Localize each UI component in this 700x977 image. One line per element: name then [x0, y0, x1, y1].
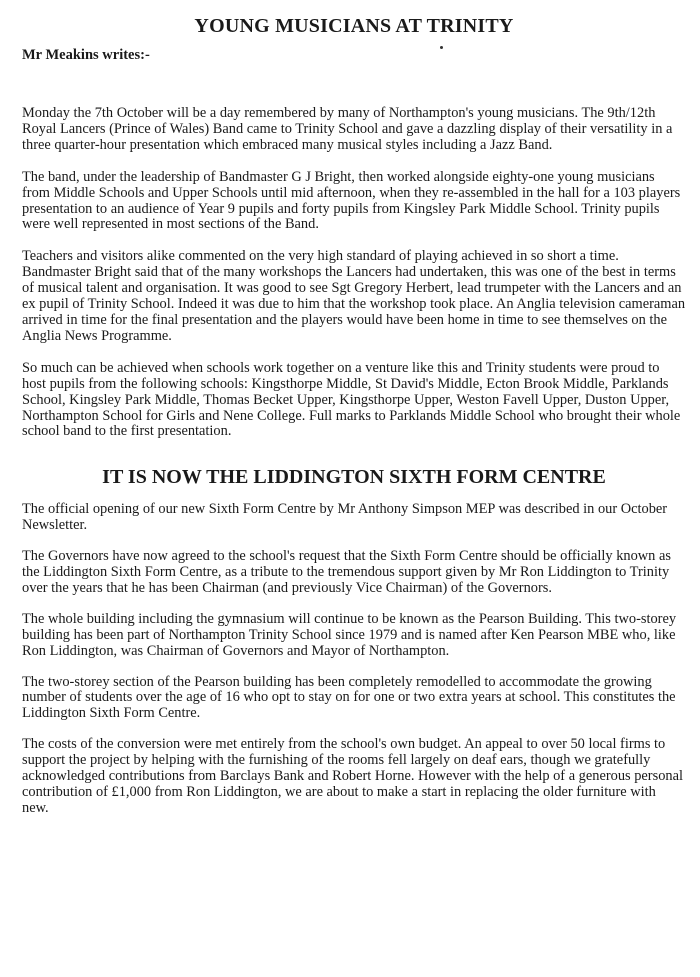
article-paragraph: The band, under the leadership of Bandmaster G J Bright, then worked alongside eighty-one young musicians from Middle Schools and Upper Schools until mid afternoon, when they re-assembled in the hall for a 103 players presentation to an audience of Year 9 pupils and forty pupils from Kingsley Park Middle School. Trinity pupils were well represented in most sections of the Band.: [22, 168, 681, 233]
article-paragraph: The official opening of our new Sixth Form Centre by Mr Anthony Simpson MEP was described in our October Newsletter.: [22, 501, 668, 534]
sixth-form-centre-article: [22, 465, 686, 817]
article-paragraph: The costs of the conversion were met entirely from the school's own budget. An appeal to over 50 local firms to support the project by helping with the furnishing of the rooms fell largely on deaf ears, though we gratefully acknowledged contributions from Barclays Bank and Robert Horne. However with the help of a generous personal contribution of £1,000 from Ron Liddington, we are about to make a start in replacing the older furniture with new.: [22, 736, 683, 816]
young-musicians-article: [22, 14, 686, 440]
scan-speck: [440, 46, 443, 49]
article-paragraph: Monday the 7th October will be a day remembered by many of Northampton's young musicians. The 9th/12th Royal Lancers (Prince of Wales) Band came to Trinity School and gave a dazzling display of their versatility in a three quarter-hour presentation which embraced many musical styles including a Jazz Band.: [22, 105, 673, 153]
article-paragraph: Teachers and visitors alike commented on the very high standard of playing achieved in so short a time. Bandmaster Bright said that of the many workshops the Lancers had undertaken, this was one of the best in terms of musical talent and organisation. It was good to see Sgt Gregory Herbert, lead trumpeter with the Lancers and an ex pupil of Trinity School. Indeed it was due to him that the workshop took place. An Anglia television cameraman arrived in time for the final presentation and the players would have been home in time to see themselves on the Anglia News Programme.: [22, 248, 686, 344]
article-title: IT IS NOW THE LIDDINGTON SIXTH FORM CENTRE: [102, 466, 606, 489]
article-paragraph: The whole building including the gymnasium will continue to be known as the Pearson Building. This two-storey building has been part of Northampton Trinity School since 1979 and is named after Ken Pearson MBE who, like Ron Liddington, was Chairman of Governors and Mayor of Northampton.: [22, 610, 677, 659]
article-paragraph: The Governors have now agreed to the school's request that the Sixth Form Centre should be officially known as the Liddington Sixth Form Centre, as a tribute to the tremendous support given by Mr Ron Liddington to Trinity over the years that he has been Chairman (and previously Vice Chairman) of the Governors.: [22, 548, 671, 596]
article-title: YOUNG MUSICIANS AT TRINITY: [194, 15, 514, 37]
article-paragraph: So much can be achieved when schools work together on a venture like this and Trinity students were proud to host pupils from the following schools: Kingsthorpe Middle, St David's Middle, Ecton Brook Middle, Parklands School, Kingsley Park Middle, Thomas Becket Upper, Kingsthorpe Upper, Weston Favell Upper, Duston Upper, Northampton School for Girls and Nene College. Full marks to Parklands Middle School who brought their whole school band to the first presentation.: [22, 359, 681, 440]
article-paragraph: The two-storey section of the Pearson building has been completely remodelled to accommodate the growing number of students over the age of 16 who opt to stay on for one or two extra years at school. This constitutes the Liddington Sixth Form Centre.: [22, 673, 676, 722]
article-byline: Mr Meakins writes:-: [22, 47, 150, 63]
